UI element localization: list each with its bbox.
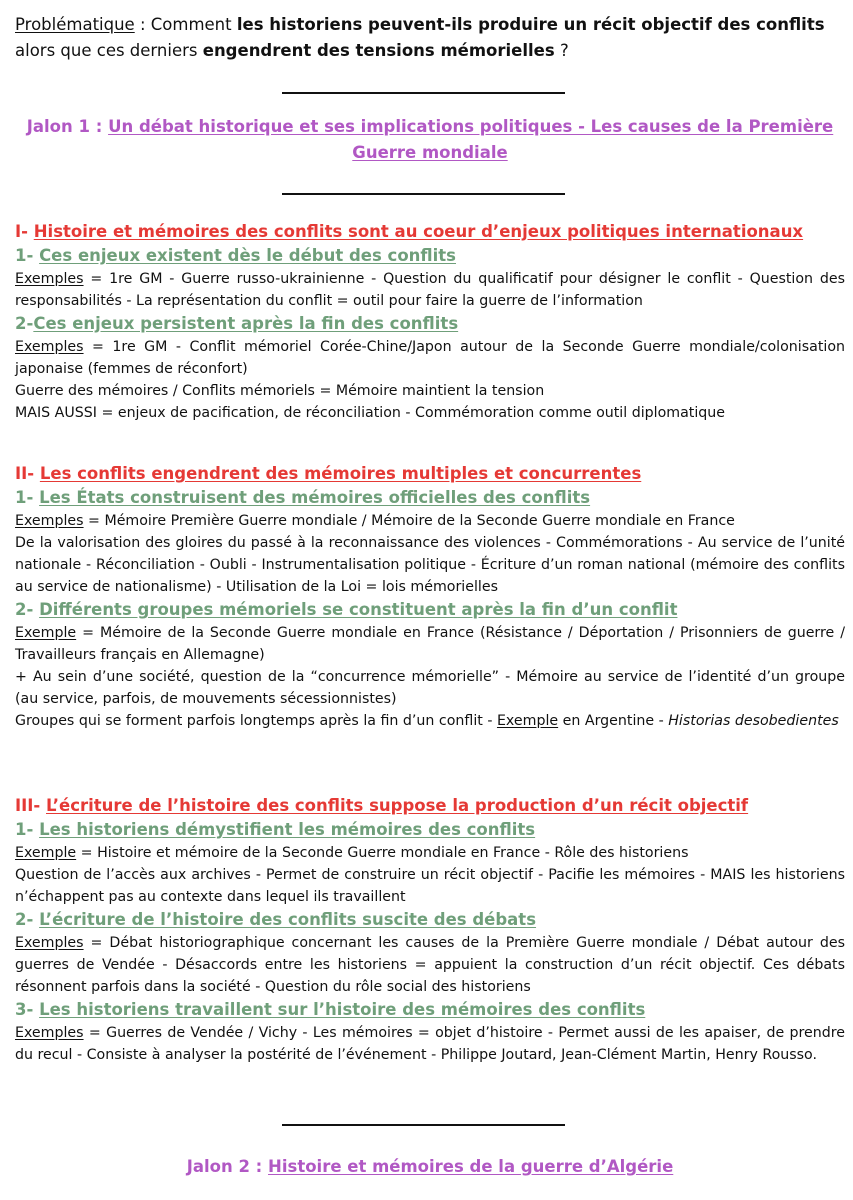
example-label: Exemples: [15, 513, 84, 529]
part-3-number: III-: [15, 796, 47, 815]
part-1-2-line-3: MAIS AUSSI = enjeux de pacification, de réconciliation - Commémoration comme outil diplomatique: [15, 405, 726, 421]
problematique: [15, 12, 831, 64]
part-2-2-line-3: [15, 710, 845, 732]
jalon-1-heading: [15, 114, 845, 166]
problematique-sep: : Comment: [134, 15, 237, 34]
part-1-2-title: Ces enjeux persistent après la fin des conflits: [33, 314, 459, 333]
example-label: Exemples: [15, 1025, 84, 1041]
part-3-1-heading: [15, 818, 845, 842]
part-3-2-title: L’écriture de l’histoire des conflits suscite des débats: [39, 910, 537, 929]
jalon-2-prefix: Jalon 2 :: [186, 1157, 269, 1176]
part-2-2-number: 2-: [15, 600, 40, 619]
example-text: = Débat historiographique concernant les causes de la Première Guerre mondiale / Débat autour des guerres de Vendée - Désaccords entre les historiens = appuient la construction d’un récit objectif. Ces débats résonnent parfois dans la société - Question du rôle social des historiens: [15, 935, 845, 995]
part-1-2-heading: [15, 312, 845, 336]
divider-3: [282, 1124, 565, 1126]
part-1-2-line-2: Guerre des mémoires / Conflits mémoriels = Mémoire maintient la tension: [15, 383, 545, 399]
part-2: [15, 462, 845, 732]
part-2-2-heading: [15, 598, 845, 622]
part-3-3-text: [15, 1022, 845, 1066]
part-3-heading: [15, 794, 845, 818]
example-label: Exemple: [496, 713, 559, 729]
jalon-2-heading: [15, 1154, 845, 1180]
example-label: Exemple: [15, 845, 77, 861]
line-text: Groupes qui se forment parfois longtemps après la fin d’un conflit -: [15, 713, 497, 729]
line-text: en Argentine -: [558, 713, 669, 729]
part-1-2-text: [15, 336, 845, 380]
part-3-3-heading: [15, 998, 845, 1022]
part-2-heading: [15, 462, 845, 486]
part-3-2-heading: [15, 908, 845, 932]
divider-2: [282, 193, 565, 195]
part-2-2-text: [15, 622, 845, 666]
part-3-3-number: 3-: [15, 1000, 40, 1019]
example-text: = Guerres de Vendée / Vichy - Les mémoires = objet d’histoire - Permet aussi de les apaiser, de prendre du recul - Consiste à analyser la postérité de l’événement - Philippe Joutard, Jean-Clément Martin, Henry Rousso.: [15, 1025, 845, 1063]
jalon-1-title: Un débat historique et ses implications politiques - Les causes de la Première Guerre mondiale: [108, 117, 834, 162]
example-text: = 1re GM - Conflit mémoriel Corée-Chine/Japon autour de la Seconde Guerre mondiale/colonisation japonaise (femmes de réconfort): [15, 339, 845, 377]
problematique-bold-2: engendrent des tensions mémorielles: [202, 41, 555, 60]
jalon-1-prefix: Jalon 1 :: [26, 117, 109, 136]
part-3-title: L’écriture de l’histoire des conflits suppose la production d’un récit objectif: [46, 796, 749, 815]
part-2-1-text: [15, 510, 845, 532]
part-2-1-heading: [15, 486, 845, 510]
part-2-2-line-2: + Au sein d’une société, question de la “concurrence mémorielle” - Mémoire au service de l’identité d’un groupe (au service, parfois, de mouvements sécessionnistes): [15, 669, 845, 707]
part-3-1-line-2: Question de l’accès aux archives - Permet de construire un récit objectif - Pacifie les mémoires - MAIS les historiens n’échappent pas au contexte dans lequel ils travaillent: [15, 867, 845, 905]
example-text: = Mémoire de la Seconde Guerre mondiale en France (Résistance / Déportation / Prisonniers de guerre / Travailleurs français en Allemagne): [15, 625, 845, 663]
example-text: = Mémoire Première Guerre mondiale / Mémoire de la Seconde Guerre mondiale en France: [83, 513, 735, 529]
problematique-bold-1: les historiens peuvent-ils produire un récit objectif des conflits: [236, 15, 825, 34]
divider-1: [282, 92, 565, 94]
part-3-2-number: 2-: [15, 910, 40, 929]
part-3-2-text: [15, 932, 845, 998]
example-label: Exemples: [15, 935, 84, 951]
part-2-1-number: 1-: [15, 488, 40, 507]
part-1: [15, 220, 845, 424]
example-label: Exemples: [15, 271, 84, 287]
part-3-3-title: Les historiens travaillent sur l’histoire des mémoires des conflits: [39, 1000, 646, 1019]
example-text: = Histoire et mémoire de la Seconde Guerre mondiale en France - Rôle des historiens: [76, 845, 689, 861]
part-1-1-heading: [15, 244, 845, 268]
part-1-heading: [15, 220, 845, 244]
part-1-1-number: 1-: [15, 246, 40, 265]
example-label: Exemple: [15, 625, 77, 641]
example-label: Exemples: [15, 339, 84, 355]
problematique-end: ?: [554, 41, 569, 60]
book-title: Historias desobedientes: [668, 713, 839, 729]
part-3-1-text: [15, 842, 845, 864]
part-2-1-line-2: De la valorisation des gloires du passé à la reconnaissance des violences - Commémorations - Au service de l’unité nationale - Réconciliation - Oubli - Instrumentalisation politique - Écriture d’un roman national (mémoire des conflits au service de nationalisme) - Utilisation de la Loi = lois mémorielles: [15, 535, 845, 595]
part-2-title: Les conflits engendrent des mémoires multiples et concurrentes: [39, 464, 642, 483]
part-2-1-title: Les États construisent des mémoires officielles des conflits: [39, 488, 591, 507]
part-3-1-number: 1-: [15, 820, 40, 839]
part-3-1-title: Les historiens démystifient les mémoires des conflits: [39, 820, 536, 839]
problematique-label: Problématique: [15, 15, 135, 34]
part-3: [15, 794, 845, 1066]
part-2-number: II-: [15, 464, 40, 483]
part-1-1-text: [15, 268, 845, 312]
part-1-2-number: 2-: [15, 314, 34, 333]
part-1-1-title: Ces enjeux existent dès le début des conflits: [39, 246, 457, 265]
example-text: = 1re GM - Guerre russo-ukrainienne - Question du qualificatif pour désigner le conflit - Question des responsabilités - La représentation du conflit = outil pour faire la guerre de l’information: [15, 271, 845, 309]
problematique-mid: alors que ces derniers: [15, 41, 203, 60]
part-1-number: I-: [15, 222, 34, 241]
part-2-2-title: Différents groupes mémoriels se constituent après la fin d’un conflit: [39, 600, 678, 619]
part-1-title: Histoire et mémoires des conflits sont au coeur d’enjeux politiques internationaux: [33, 222, 804, 241]
jalon-2-title: Histoire et mémoires de la guerre d’Algérie: [268, 1157, 674, 1176]
